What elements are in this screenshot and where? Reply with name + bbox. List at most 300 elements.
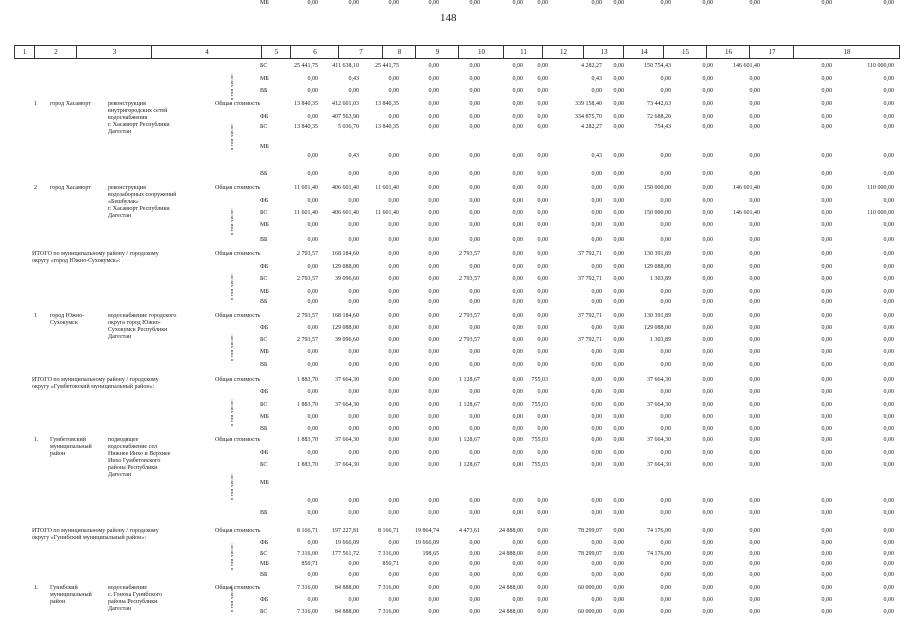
table-cell: 0,00 bbox=[469, 171, 480, 177]
table-cell: 0,00 bbox=[537, 551, 548, 557]
table-cell: 0,00 bbox=[428, 88, 439, 94]
table-cell: 0,00 bbox=[469, 210, 480, 216]
table-cell: 130 391,89 bbox=[644, 313, 671, 319]
table-cell: 0,00 bbox=[613, 337, 624, 343]
table-cell: 0,00 bbox=[660, 88, 671, 94]
table-cell: 39 096,60 bbox=[335, 337, 359, 343]
table-cell: 0,00 bbox=[613, 585, 624, 591]
table-cell: 0,00 bbox=[469, 124, 480, 130]
table-cell: 0,00 bbox=[428, 76, 439, 82]
table-cell: 0,00 bbox=[749, 498, 760, 504]
table-cell: 0,00 bbox=[428, 609, 439, 615]
table-cell: 0,00 bbox=[388, 349, 399, 355]
table-cell: 0,00 bbox=[613, 450, 624, 456]
funding-type: Общая стоимость bbox=[215, 528, 261, 534]
table-cell: 0,00 bbox=[883, 101, 894, 107]
table-cell: 0,00 bbox=[348, 450, 359, 456]
table-cell: 0,00 bbox=[512, 325, 523, 331]
table-cell: 0,00 bbox=[749, 402, 760, 408]
table-cell: 0,00 bbox=[537, 251, 548, 257]
table-cell: 0,00 bbox=[469, 0, 480, 6]
table-cell: 0,00 bbox=[883, 528, 894, 534]
table-cell: 0,00 bbox=[537, 124, 548, 130]
funding-type: ФБ bbox=[260, 597, 269, 603]
table-cell: 0,00 bbox=[613, 498, 624, 504]
table-cell: 0,00 bbox=[613, 185, 624, 191]
table-cell: 0,00 bbox=[348, 362, 359, 368]
table-cell: 0,00 bbox=[613, 101, 624, 107]
table-cell: 0,00 bbox=[749, 264, 760, 270]
table-cell: 0,00 bbox=[702, 450, 713, 456]
table-cell: 0,00 bbox=[883, 325, 894, 331]
funding-type: ВБ bbox=[260, 88, 268, 94]
table-cell: 0,00 bbox=[388, 597, 399, 603]
table-cell: 13 840,35 bbox=[375, 124, 399, 130]
table-cell: 0,00 bbox=[883, 572, 894, 578]
table-cell: 0,00 bbox=[821, 402, 832, 408]
table-cell: 0,00 bbox=[883, 362, 894, 368]
table-cell: 0,00 bbox=[749, 450, 760, 456]
header-col-15: 15 bbox=[663, 46, 707, 58]
table-cell: 0,00 bbox=[749, 510, 760, 516]
table-cell: 0,00 bbox=[883, 337, 894, 343]
table-cell: 0,00 bbox=[613, 325, 624, 331]
table-cell: 0,00 bbox=[428, 597, 439, 603]
table-cell: 0,00 bbox=[821, 437, 832, 443]
table-cell: 0,00 bbox=[469, 101, 480, 107]
municipality-name: город Хасавюрт bbox=[50, 101, 91, 107]
table-cell: 0,00 bbox=[307, 362, 318, 368]
table-cell: 0,00 bbox=[702, 198, 713, 204]
table-cell: 0,00 bbox=[307, 289, 318, 295]
table-cell: 0,00 bbox=[821, 561, 832, 567]
table-cell: 0,00 bbox=[428, 237, 439, 243]
table-cell: 0,00 bbox=[591, 402, 602, 408]
table-cell: 0,00 bbox=[428, 153, 439, 159]
funding-type: МБ bbox=[260, 144, 269, 150]
table-cell: 25 441,75 bbox=[375, 63, 399, 69]
table-cell: 850,71 bbox=[301, 561, 318, 567]
table-cell: 0,00 bbox=[537, 153, 548, 159]
table-cell: 0,00 bbox=[388, 414, 399, 420]
object-name: реконструкция внутригородских сетей водоснабжения г. Хасавюрт Республики Дагестан bbox=[108, 101, 170, 135]
table-cell: 0,00 bbox=[883, 264, 894, 270]
table-cell: 0,00 bbox=[469, 498, 480, 504]
table-cell: 0,00 bbox=[307, 426, 318, 432]
table-cell: 0,00 bbox=[821, 222, 832, 228]
table-cell: 0,00 bbox=[428, 389, 439, 395]
funding-type: БС bbox=[260, 124, 268, 130]
table-cell: 0,00 bbox=[749, 313, 760, 319]
table-cell: 0,00 bbox=[591, 349, 602, 355]
table-cell: 0,00 bbox=[702, 124, 713, 130]
table-cell: 0,00 bbox=[537, 222, 548, 228]
funding-type: Общая стоимость bbox=[215, 377, 261, 383]
header-col-9: 9 bbox=[415, 46, 459, 58]
table-cell: 0,00 bbox=[512, 185, 523, 191]
table-cell: 2 793,57 bbox=[459, 313, 480, 319]
table-cell: 19 864,74 bbox=[415, 528, 439, 534]
header-col-13: 13 bbox=[583, 46, 624, 58]
table-cell: 0,00 bbox=[749, 389, 760, 395]
table-cell: 0,00 bbox=[512, 88, 523, 94]
table-cell: 0,00 bbox=[883, 251, 894, 257]
funding-type: ВБ bbox=[260, 362, 268, 368]
table-cell: 0,00 bbox=[512, 437, 523, 443]
table-cell: 0,00 bbox=[428, 414, 439, 420]
table-cell: 0,00 bbox=[660, 540, 671, 546]
municipality-name: город Хасавюрт bbox=[50, 185, 91, 191]
row-number: 1 bbox=[34, 313, 37, 319]
table-cell: 0,00 bbox=[428, 362, 439, 368]
table-cell: 0,00 bbox=[428, 276, 439, 282]
table-cell: 0,00 bbox=[348, 222, 359, 228]
table-cell: 0,00 bbox=[537, 88, 548, 94]
table-cell: 0,00 bbox=[469, 289, 480, 295]
funding-type: БС bbox=[260, 63, 268, 69]
table-cell: 0,00 bbox=[613, 114, 624, 120]
table-cell: 0,00 bbox=[512, 572, 523, 578]
table-cell: 13 840,35 bbox=[294, 101, 318, 107]
table-cell: 0,00 bbox=[469, 540, 480, 546]
table-cell: 0,00 bbox=[512, 597, 523, 603]
table-cell: 0,00 bbox=[348, 88, 359, 94]
object-name: водоснабжение городского округа город Южно- Сухокумск Республики Дагестан bbox=[108, 313, 177, 340]
table-cell: 146 601,40 bbox=[733, 185, 760, 191]
table-cell: 0,43 bbox=[591, 76, 602, 82]
table-cell: 0,00 bbox=[307, 572, 318, 578]
table-cell: 37 664,30 bbox=[647, 437, 671, 443]
table-cell: 74 176,00 bbox=[647, 551, 671, 557]
table-cell: 0,00 bbox=[428, 325, 439, 331]
table-cell: 0,00 bbox=[613, 153, 624, 159]
table-cell: 0,00 bbox=[613, 63, 624, 69]
header-col-10: 10 bbox=[458, 46, 504, 58]
table-cell: 37 664,30 bbox=[335, 402, 359, 408]
table-cell: 0,00 bbox=[512, 0, 523, 6]
table-cell: 0,00 bbox=[613, 264, 624, 270]
table-cell: 129 088,00 bbox=[332, 325, 359, 331]
table-cell: 2 793,57 bbox=[297, 251, 318, 257]
table-cell: 0,00 bbox=[821, 264, 832, 270]
table-cell: 37 664,30 bbox=[647, 377, 671, 383]
table-cell: 0,00 bbox=[428, 337, 439, 343]
table-cell: 150 000,00 bbox=[644, 185, 671, 191]
table-cell: 0,00 bbox=[821, 426, 832, 432]
table-cell: 0,00 bbox=[749, 462, 760, 468]
table-cell: 8 166,71 bbox=[378, 528, 399, 534]
table-cell: 0,00 bbox=[428, 313, 439, 319]
v-label: в том числе: bbox=[229, 72, 234, 100]
table-cell: 0,00 bbox=[512, 377, 523, 383]
table-cell: 0,00 bbox=[388, 437, 399, 443]
funding-type: БС bbox=[260, 337, 268, 343]
table-cell: 0,00 bbox=[469, 153, 480, 159]
table-cell: 0,00 bbox=[512, 426, 523, 432]
table-cell: 0,00 bbox=[749, 437, 760, 443]
table-cell: 0,00 bbox=[512, 101, 523, 107]
table-cell: 0,00 bbox=[821, 585, 832, 591]
table-cell: 5 036,70 bbox=[338, 124, 359, 130]
table-cell: 0,00 bbox=[749, 153, 760, 159]
table-cell: 0,00 bbox=[469, 561, 480, 567]
table-cell: 0,00 bbox=[883, 498, 894, 504]
table-cell: 11 601,40 bbox=[375, 185, 399, 191]
table-cell: 0,00 bbox=[537, 561, 548, 567]
table-cell: 0,00 bbox=[428, 377, 439, 383]
table-cell: 60 000,00 bbox=[578, 609, 602, 615]
table-cell: 37 664,30 bbox=[647, 402, 671, 408]
funding-type: МБ bbox=[260, 414, 269, 420]
table-cell: 0,00 bbox=[613, 561, 624, 567]
table-cell: 0,00 bbox=[469, 63, 480, 69]
table-cell: 0,00 bbox=[512, 198, 523, 204]
table-cell: 0,00 bbox=[388, 389, 399, 395]
v-label: в том числе: bbox=[229, 542, 234, 570]
table-cell: 74 176,00 bbox=[647, 528, 671, 534]
table-cell: 0,00 bbox=[883, 414, 894, 420]
table-cell: 78 299,07 bbox=[578, 528, 602, 534]
table-cell: 0,00 bbox=[613, 572, 624, 578]
table-cell: 0,00 bbox=[512, 63, 523, 69]
table-cell: 0,00 bbox=[883, 88, 894, 94]
table-cell: 0,00 bbox=[307, 349, 318, 355]
table-cell: 0,00 bbox=[613, 251, 624, 257]
table-cell: 13 840,35 bbox=[294, 124, 318, 130]
table-cell: 0,00 bbox=[749, 528, 760, 534]
table-cell: 0,00 bbox=[537, 450, 548, 456]
table-cell: 0,00 bbox=[428, 210, 439, 216]
header-col-1: 1 bbox=[22, 48, 27, 56]
table-cell: 0,00 bbox=[883, 402, 894, 408]
table-cell: 0,00 bbox=[821, 88, 832, 94]
table-cell: 0,00 bbox=[388, 114, 399, 120]
table-cell: 0,00 bbox=[749, 362, 760, 368]
table-cell: 4 282,27 bbox=[581, 124, 602, 130]
table-cell: 0,00 bbox=[613, 437, 624, 443]
table-cell: 198,65 bbox=[422, 551, 439, 557]
table-cell: 0,00 bbox=[388, 153, 399, 159]
table-cell: 0,00 bbox=[537, 289, 548, 295]
table-cell: 0,00 bbox=[307, 171, 318, 177]
header-col-16: 16 bbox=[706, 46, 750, 58]
table-cell: 0,00 bbox=[821, 237, 832, 243]
table-cell: 0,43 bbox=[348, 153, 359, 159]
table-cell: 0,00 bbox=[702, 402, 713, 408]
table-cell: 0,00 bbox=[702, 585, 713, 591]
table-cell: 0,00 bbox=[469, 510, 480, 516]
table-cell: 0,00 bbox=[749, 585, 760, 591]
table-cell: 0,00 bbox=[469, 264, 480, 270]
funding-type: МБ bbox=[260, 480, 269, 486]
table-cell: 0,00 bbox=[883, 0, 894, 6]
table-cell: 0,00 bbox=[613, 551, 624, 557]
table-cell: 755,03 bbox=[531, 462, 548, 468]
table-cell: 4 473,61 bbox=[459, 528, 480, 534]
table-cell: 0,00 bbox=[537, 210, 548, 216]
table-cell: 0,00 bbox=[537, 101, 548, 107]
table-cell: 24 888,00 bbox=[499, 609, 523, 615]
table-cell: 0,00 bbox=[537, 597, 548, 603]
table-cell: 0,00 bbox=[469, 222, 480, 228]
funding-type: ФБ bbox=[260, 198, 269, 204]
table-cell: 0,00 bbox=[702, 609, 713, 615]
table-cell: 0,00 bbox=[613, 510, 624, 516]
table-cell: 0,00 bbox=[591, 561, 602, 567]
table-cell: 0,00 bbox=[591, 264, 602, 270]
table-cell: 0,00 bbox=[428, 437, 439, 443]
table-cell: 0,00 bbox=[388, 222, 399, 228]
table-cell: 0,00 bbox=[883, 462, 894, 468]
table-cell: 0,00 bbox=[469, 198, 480, 204]
table-cell: 0,00 bbox=[821, 153, 832, 159]
table-cell: 0,00 bbox=[388, 251, 399, 257]
table-cell: 0,00 bbox=[428, 450, 439, 456]
table-cell: 110 000,00 bbox=[867, 185, 894, 191]
table-cell: 37 664,30 bbox=[647, 462, 671, 468]
table-cell: 0,00 bbox=[307, 153, 318, 159]
table-cell: 0,00 bbox=[749, 540, 760, 546]
table-cell: 0,00 bbox=[591, 597, 602, 603]
table-cell: 1 883,70 bbox=[297, 402, 318, 408]
table-cell: 0,00 bbox=[307, 299, 318, 305]
table-cell: 0,00 bbox=[512, 498, 523, 504]
table-cell: 0,00 bbox=[821, 276, 832, 282]
table-cell: 0,00 bbox=[307, 510, 318, 516]
table-cell: 0,00 bbox=[821, 124, 832, 130]
table-cell: 754,43 bbox=[654, 124, 671, 130]
object-name: реконструкция водозаборных сооружений «Бешбулак» г. Хасавюрт Республики Дагестан bbox=[108, 185, 177, 219]
table-cell: 0,00 bbox=[702, 597, 713, 603]
table-cell: 334 875,70 bbox=[575, 114, 602, 120]
table-cell: 0,00 bbox=[348, 498, 359, 504]
table-cell: 0,00 bbox=[821, 362, 832, 368]
table-cell: 0,00 bbox=[660, 426, 671, 432]
table-cell: 0,00 bbox=[537, 389, 548, 395]
table-cell: 0,00 bbox=[469, 362, 480, 368]
table-cell: 0,00 bbox=[613, 349, 624, 355]
table-cell: 0,00 bbox=[307, 198, 318, 204]
table-cell: 0,00 bbox=[428, 299, 439, 305]
table-cell: 0,00 bbox=[749, 171, 760, 177]
table-cell: 0,00 bbox=[821, 510, 832, 516]
table-cell: 0,00 bbox=[883, 561, 894, 567]
table-cell: 0,00 bbox=[388, 289, 399, 295]
table-cell: 7 316,00 bbox=[378, 551, 399, 557]
table-cell: 0,00 bbox=[613, 540, 624, 546]
funding-type: Общая стоимость bbox=[215, 313, 261, 319]
table-cell: 0,00 bbox=[348, 510, 359, 516]
table-cell: 0,00 bbox=[883, 597, 894, 603]
table-cell: 0,00 bbox=[749, 325, 760, 331]
table-cell: 0,00 bbox=[749, 237, 760, 243]
table-cell: 0,00 bbox=[613, 88, 624, 94]
table-cell: 0,00 bbox=[821, 198, 832, 204]
table-cell: 0,00 bbox=[388, 498, 399, 504]
table-cell: 0,00 bbox=[348, 237, 359, 243]
table-cell: 0,00 bbox=[702, 0, 713, 6]
table-cell: 0,00 bbox=[591, 437, 602, 443]
municipality-name: Гунибский муниципальный район bbox=[50, 585, 92, 605]
table-cell: 0,00 bbox=[537, 276, 548, 282]
table-cell: 0,00 bbox=[749, 337, 760, 343]
table-cell: 0,00 bbox=[591, 222, 602, 228]
table-cell: 0,00 bbox=[883, 510, 894, 516]
table-cell: 0,00 bbox=[883, 114, 894, 120]
table-cell: 0,00 bbox=[702, 313, 713, 319]
table-cell: 0,00 bbox=[749, 114, 760, 120]
table-cell: 0,00 bbox=[307, 498, 318, 504]
table-cell: 177 561,72 bbox=[332, 551, 359, 557]
table-cell: 0,00 bbox=[512, 450, 523, 456]
table-cell: 0,00 bbox=[613, 171, 624, 177]
table-cell: 2 793,57 bbox=[297, 337, 318, 343]
table-cell: 0,00 bbox=[749, 251, 760, 257]
table-cell: 0,00 bbox=[469, 585, 480, 591]
table-cell: 0,00 bbox=[388, 325, 399, 331]
funding-type: МБ bbox=[260, 289, 269, 295]
table-cell: 0,00 bbox=[591, 462, 602, 468]
table-cell: 0,00 bbox=[348, 426, 359, 432]
table-cell: 0,00 bbox=[428, 63, 439, 69]
table-cell: 0,00 bbox=[702, 88, 713, 94]
table-cell: 0,00 bbox=[660, 289, 671, 295]
table-cell: 0,00 bbox=[883, 171, 894, 177]
table-cell: 37 664,30 bbox=[335, 377, 359, 383]
table-cell: 0,00 bbox=[512, 561, 523, 567]
v-label: в том числе: bbox=[229, 207, 234, 235]
table-cell: 0,00 bbox=[512, 171, 523, 177]
table-cell: 1 128,67 bbox=[459, 377, 480, 383]
table-cell: 129 088,00 bbox=[332, 264, 359, 270]
table-cell: 0,00 bbox=[613, 210, 624, 216]
table-cell: 0,00 bbox=[660, 561, 671, 567]
table-cell: 0,00 bbox=[883, 289, 894, 295]
table-cell: 0,00 bbox=[821, 528, 832, 534]
table-cell: 0,00 bbox=[613, 362, 624, 368]
table-cell: 0,00 bbox=[388, 76, 399, 82]
funding-type: БС bbox=[260, 210, 268, 216]
table-cell: 11 601,40 bbox=[375, 210, 399, 216]
table-cell: 1 128,67 bbox=[459, 437, 480, 443]
table-cell: 0,00 bbox=[821, 572, 832, 578]
municipality-name: город Южно- Сухокумск bbox=[50, 313, 85, 326]
table-cell: 0,00 bbox=[821, 462, 832, 468]
table-cell: 0,00 bbox=[821, 325, 832, 331]
table-cell: 0,00 bbox=[613, 609, 624, 615]
header-col-2: 2 bbox=[34, 46, 77, 58]
table-cell: 7 316,00 bbox=[297, 609, 318, 615]
table-cell: 0,00 bbox=[388, 450, 399, 456]
table-cell: 0,00 bbox=[702, 349, 713, 355]
table-cell: 0,00 bbox=[307, 264, 318, 270]
table-cell: 197 227,81 bbox=[332, 528, 359, 534]
row-number: 2 bbox=[34, 185, 37, 191]
table-cell: 0,00 bbox=[660, 198, 671, 204]
table-cell: 0,00 bbox=[512, 237, 523, 243]
table-cell: 0,00 bbox=[613, 597, 624, 603]
table-cell: 0,00 bbox=[469, 426, 480, 432]
table-cell: 0,00 bbox=[591, 362, 602, 368]
table-cell: 0,00 bbox=[821, 0, 832, 6]
table-cell: 0,00 bbox=[883, 426, 894, 432]
table-cell: 0,00 bbox=[821, 609, 832, 615]
table-cell: 146 601,40 bbox=[733, 210, 760, 216]
table-cell: 0,00 bbox=[348, 289, 359, 295]
table-cell: 0,00 bbox=[660, 450, 671, 456]
table-cell: 0,00 bbox=[883, 153, 894, 159]
municipality-name: Гумбетовский муниципальный район bbox=[50, 437, 92, 457]
